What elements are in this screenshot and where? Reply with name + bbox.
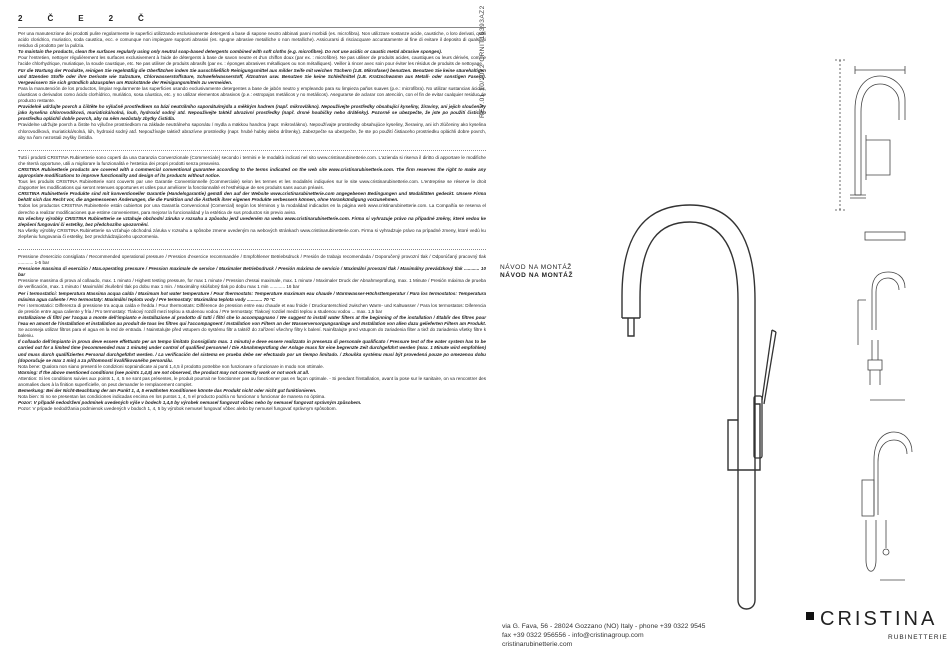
main-faucet-illustration bbox=[622, 205, 760, 609]
top-dimension-drawing bbox=[835, 60, 905, 210]
brand-subtitle: RUBINETTERIE bbox=[888, 634, 948, 641]
text-paragraph: Warning: If the above mentioned conditions (see points 1,4,5) are not observed, the product may not correctly work or not work at all. bbox=[18, 369, 310, 375]
text-paragraph: Nota bien: Si no se presentan las condiciones indicadas encima en los puntos 1, 4, 5 el producto podría no funcionar o funcionar de manera no óptima. bbox=[18, 394, 326, 400]
code: 2 bbox=[18, 14, 24, 23]
main-lever-handle bbox=[754, 330, 776, 458]
text-paragraph: Per i termostatici: Differenza di pressione tra acqua calda e fredda / Pour thermostats: Différence de pression entre eau chaude et eau froide / Druckunterschied zwischen Warm- und Kaltwasser / Para los termostatos: Diferencia de presión entre agua caliente y fría / Pro termostaty: Tlakový rozdíl mezi teplou a studenou vodou / Pre termostaty: Tlakový rozdiel medzi teplou a studenou vodou ... max. 1,5 bar bbox=[18, 302, 486, 314]
code: E bbox=[78, 14, 85, 23]
contact-line: fax +39 0322 956556 - info@cristinagroup.com bbox=[502, 632, 644, 639]
code: Č bbox=[47, 14, 55, 23]
text-paragraph: Para la manutención de los productos, limpiar regularmente las superficies usando exclusivamente detergentes a base de jabón neutro y empleando para su limpieza paños suaves (p.e.: microfibra). No utilizar sustancias ácidas, cáusticas o derivados como ácido clorhídrico, muriático, sosa cáustica, etc. y no utilizar elementos abrasivos (p.e.: estropajos metálicos y no metálicos). Asegurarse de aclarar con atención, con el fin de evitar cualquier residuo de producto restante. bbox=[18, 85, 486, 104]
website-link[interactable]: cristinarubinetterie.com bbox=[502, 641, 573, 648]
text-paragraph: Todos los productos CRISTINA Rubinetterie están cubiertos por una Garantía Convencional (Comercial) según los términos y la modalidad indicados en la página web www.cristinarubinetterie.com. La Compañía se reserva el derecho a realizar modificaciones que estime convenientes, para mejorar la funcionalidad y la estética de sus productos sin previo aviso. bbox=[18, 203, 486, 215]
code: Č bbox=[138, 14, 145, 23]
text-paragraph: Pressione massima di esercizio / Max.operating pressure / Pression maximale de service / Maximaler Betriebsdruck / Presión máxima de servicio / Maximální provozní tlak / Maximálny prevádzkový tlak ............ 10 bar bbox=[18, 266, 486, 278]
text-paragraph: Installazione di filtri per l'acqua a monte dell'impianto e installazione al prodotto di tutti i filtri che lo accompagnano / We suggest to install water filters at the beginning of the installation / Établir des filtres pour l'eau en amont de l'installation et installation au produit de tous les filtres qui l'accompagnent / Installation von Filtern an der Wasserversorgungsanlage und Installation von allen dazu gelieferten Filtern am Produkt. bbox=[18, 314, 487, 327]
text-paragraph: Per i termostatici: temperatura Massima acqua calda / Maximum hot water temperature / Pour thermostats: Temperature maximum eau chaude / Warmwasser-Höchsttemperatur / Para los termostatos: Temperatura máxima agua caliente / Pro termostaty: Maximální teplota vody / Pre termostaty: Maximálna teplota vody ............ 70 °C bbox=[18, 290, 486, 302]
text-paragraph: Pressione d'esercizio consigliata / Recommended operational pressure / Pression d'exercice recommandée / Empfohlener Betriebsdruck / Presión de trabajo recomendada / Doporučený provozní tlak / Odporúčaný pracovný tlak ............ 1-5 bar bbox=[18, 254, 486, 266]
text-paragraph: CRISTINA Rubinetterie products are covered with a commercial conventional guarantee according to the terms indicated on the web site www.cristinarubinetterie.com. The firm reserves the right to make any appropriate modifications to improve functionality and design of its products without notice. bbox=[18, 166, 486, 178]
text-paragraph: Na všetky výrobky CRISTINA Rubinetterie sa vzťahuje obchodná záruka v rozsahu a spôsobe zmene uvedeným na webových stránkach www.cristinarubinetterie.com. Firma si vyhradzuje právo na prípadné zmeny, ktoré vedú ku zlepšeniu fungovania či estetiky, bez predchádzajúceho upozornenia. bbox=[18, 227, 486, 239]
text-paragraph: Pressione massima di prova al collaudo, max. 1 minuto / Highest testing pressure, for max 1 minute / Pression d'essai maximale, max. 1 minute / Maximaler Druck der Abnahmeprüfung, max. 1 Minute / Presión máxima de prueba de verificación, max. 1 minuto / Maximální zkušební tlak po dobu max 1 min. / Maximálny skúšobný tlak po dobu max 1 min ............ 16 bar bbox=[18, 278, 486, 290]
text-paragraph: Bemerkung: Bei der Nicht-Beachtung der am Punkt 1, 4, 5 erwähnten Konditionen könnte das Produkt nicht oder nicht gut funktionieren. bbox=[18, 388, 317, 394]
title-line: NÁVOD NA MONTÁŽ bbox=[500, 264, 572, 271]
code: 2 bbox=[108, 14, 115, 23]
text-paragraph: To maintain the products, clean the surfaces regularly using only neutral soap-based detergents combined with soft cloths (e.g. microfibre). Do not use acidic or caustic metal abrasive sponges). bbox=[18, 49, 443, 55]
text-paragraph: Il collaudo dell'impianto in prova deve essere effettuato per un tempo limitato (consigliato max. 1 minuto) e deve essere realizzato in presenza di personale qualificato / Pressure test of the water system has to be carried out for a limited time (recommended max 1 minute) under control of qualified personnel / Die Abnahmeprüfung der Anlage muss für eine begrenzte Zeit durchgeführt werden (max. 1 Minute wird empfohlen) und muss durch qualifiziertes Personal durchgeführt werden. / La verificación del sistema en prueba debe ser efectuado por un tiempo limitado. / Zkouška systému musí být provedená pouze po omezenou dobu (doporučuje se max 1 min) a za přítomnosti kvalifikovaného personálu. bbox=[18, 339, 486, 363]
text-paragraph: Pozor: V případě nedodržení podmínek uvedených výše v bodech 1,4,5 by výrobek nemusel fungovat vůbec nebo by nemusel fungovat správným způsobem. bbox=[18, 400, 362, 406]
text-paragraph: Per una manutenzione dei prodotti pulire regolarmente le superfici utilizzando esclusivamente detergenti a base di sapone neutro abbinati panni morbidi (es. microfibra). Non utilizzare sostanze acide, caustiche, o loro derivati, quali acido cloridrico, muriatico, soda caustica, ecc. e comunque non impiegare supporti abrasivi (es. spugne abrasive metalliche o non metalliche). Assicurarsi di risciacquare accuratamente al fine di evitare il deposito di qualsiasi residuo di prodotto per la pulizia. bbox=[18, 31, 486, 49]
logo-square-icon bbox=[806, 612, 814, 620]
text-paragraph: Pour l'entretien, nettoyer régulièrement les surfaces exclusivement à l'aide de détergents à base de savon neutre et d'un chiffon doux (par ex. : microfibre). Ne pas utiliser de produits acides, caustiques ou leurs dérivés, comme l'acide chlorhydrique, muriatique, la soude caustique, etc. Ne pas utiliser de produits abrasifs (par ex. : éponges abrasives métalliques ou non métalliques). Veiller à rincer avec soin pour éviter les résidus de produits de nettoyage. bbox=[18, 55, 486, 67]
text-paragraph: Tutti i prodotti CRISTINA Rubinetterie sono coperti da una Garanzia Convenzionale (Commerciale) secondo i termini e le modalità indicati nel sito www.cristinarubinetterie.com. L'azienda si riserva il diritto di apportare le modifiche che riterrà opportune, utili a migliorare la funzionalità e l'estetica dei propri prodotti senza preavviso. bbox=[18, 154, 486, 166]
text-paragraph: Pravidelně udržujte povrch a čištěte ho výlučně prostředkem na bázi neutrálního saponátu/mýdla a měkkým hadrem (např. mikrovlákno). Nepoužívejte prostředky obsahující kyseliny, žíraviny, ani jejich sloučeniny jako kyselina chlorovodíková, muriatická/solná, louh, hydroxid sodný atd. Nepoužívejte taktéž abrazivní prostředky (např. drsné houbičky nebo drátěnky). Pozorně se ubezpečte, že jste po použití čisticího prostředku opláchli dobře povrch, aby na něm nezůstaly zbytky čistidla. bbox=[18, 104, 486, 122]
text-paragraph: Na všechny výrobky CRISTINA Rubinetterie se vztahuje obchodní záruka v rozsahu a způsobu jenž uvedeném na webu www.cristinarubinetterie.com. Firma si vyhrazuje právo na případné změny, které vedou ke zlepšení fungování či estetiky, bez předchozího upozornění. bbox=[18, 215, 486, 227]
company-address bbox=[502, 622, 705, 649]
text-paragraph: Pravidelne udržujte povrch a čistite ho výlučne prostriedkom na základe neutrálneho saponátu / mydla a mäkkou handrou (napr. mikrovlákno). Nepoužívajte prostriedky obsahujúce kyseliny, žieraviny, ani ich zlúčeniny ako kyselina chlorovodíková, muriatická/solná, lúh, hydroxid sodný atď. Nepoužívajte taktiež abrazívne prostriedky (napr. hrubé hubky alebo drôtenky). Zabezpečte sa ubezpečte, že ste po použití čistiaceho prostriedku opláchli dobre povrch, aby na ňom nezostali zvyšky čistidla. bbox=[18, 122, 486, 140]
revision-code: REV.01 10/2022 CRNIT16393AZ2 bbox=[479, 5, 486, 118]
text-paragraph: Se aconseja utilizar filtros para el agua en la red de entrada. / Nainstalujte před vstupem do systému filtr a taktéž do zařízení všechny filtry k balení. Nainštalujte pred vstupom do zariadenia filter a tiež do zariadenia všetky filtre k baleniu. bbox=[18, 327, 486, 339]
text-paragraph: Tous les produits CRISTINA Rubinetterie sont couverts par une Garantie Conventionnelle (Commerciale) selon les termes et les modalités indiquées sur le site www.cristinarubinetterie.com. L'entreprise se réserve le droit d'apporter les modifications qui seront retenues opportunes et utiles pour améliorer la fonctionnalité et l'esthétique de ses produits sans aucun préavis. bbox=[18, 179, 486, 191]
address-line: via G. Fava, 56 - 28024 Gozzano (NO) Italy - phone +39 0322 9545 bbox=[502, 623, 706, 630]
text-paragraph: Nota bene: Qualora non siano presenti le condizioni sopraindicate ai punti 1,4,5 il prodotto potrebbe non funzionare o funzionare in modo non ottimale. bbox=[18, 363, 324, 369]
brand-name: CRISTINA bbox=[820, 608, 938, 630]
bottom-hose-drawing bbox=[862, 432, 912, 580]
text-paragraph: Pozor: V prípade nedodržania podmienok uvedených v bodoch 1, 4, 5 by výrobok nemusel fungovať vôbec alebo by nemusel fungovať správnym spôsobom. bbox=[18, 406, 337, 412]
middle-install-drawing bbox=[858, 232, 905, 400]
text-paragraph: Attention: Si les conditions suivies aux points 1, 4, 5 ne sont pas présentes, le produit pourrait ne fonctionner pas ou fonctionner pas en façon optimale. - Si pendant l'installation, avant la pose sur le sanitaire, on va rencontrer des anomalies dues à la finition superficielle, on peut demander le remplacement complet. bbox=[18, 375, 486, 387]
title-line-bold: NÁVOD NA MONTÁŽ bbox=[500, 272, 574, 279]
text-paragraph: Für die Wartung der Produkte, reinigen Sie regelmäßig die Oberflächen indem Sie ausschließlich Reinigungsmittel aus milder Seife mit weichen Tüchern (z.B. Mikrofaser) benutzen. Benutzen Sie keine säurehaltigen und ätzenden Stoffe oder ihre Derivate wie Salzsäure, Chlorwasserstoffsäure, Schwefelwasserstoff, Ätznatron usw. Benutzen Sie keine Schleifmittel (z.B. Kratzschwamm aus Metall- oder sonstigen Fasern). Vergewissern Sie sich gründlich abzuspülen um Rückstände der Reinigungsmitteln zu vermeiden. bbox=[18, 67, 486, 85]
text-paragraph: CRISTINA Rubinetterie Produkte sind mit konventioneller Garantie (Handelsgarantie) gemäß den auf der Website www.cristinarubinetterie.com angegebenen Bedingungen und Modalitäten gedeckt. Unsere Firma behält sich das Recht vor, die angemessenen Änderungen, die die Funktion und die Ästhetik ihrer eigenen Produkte verbessern können, ohne Vorankündigung vorzunehmen. bbox=[18, 191, 486, 203]
